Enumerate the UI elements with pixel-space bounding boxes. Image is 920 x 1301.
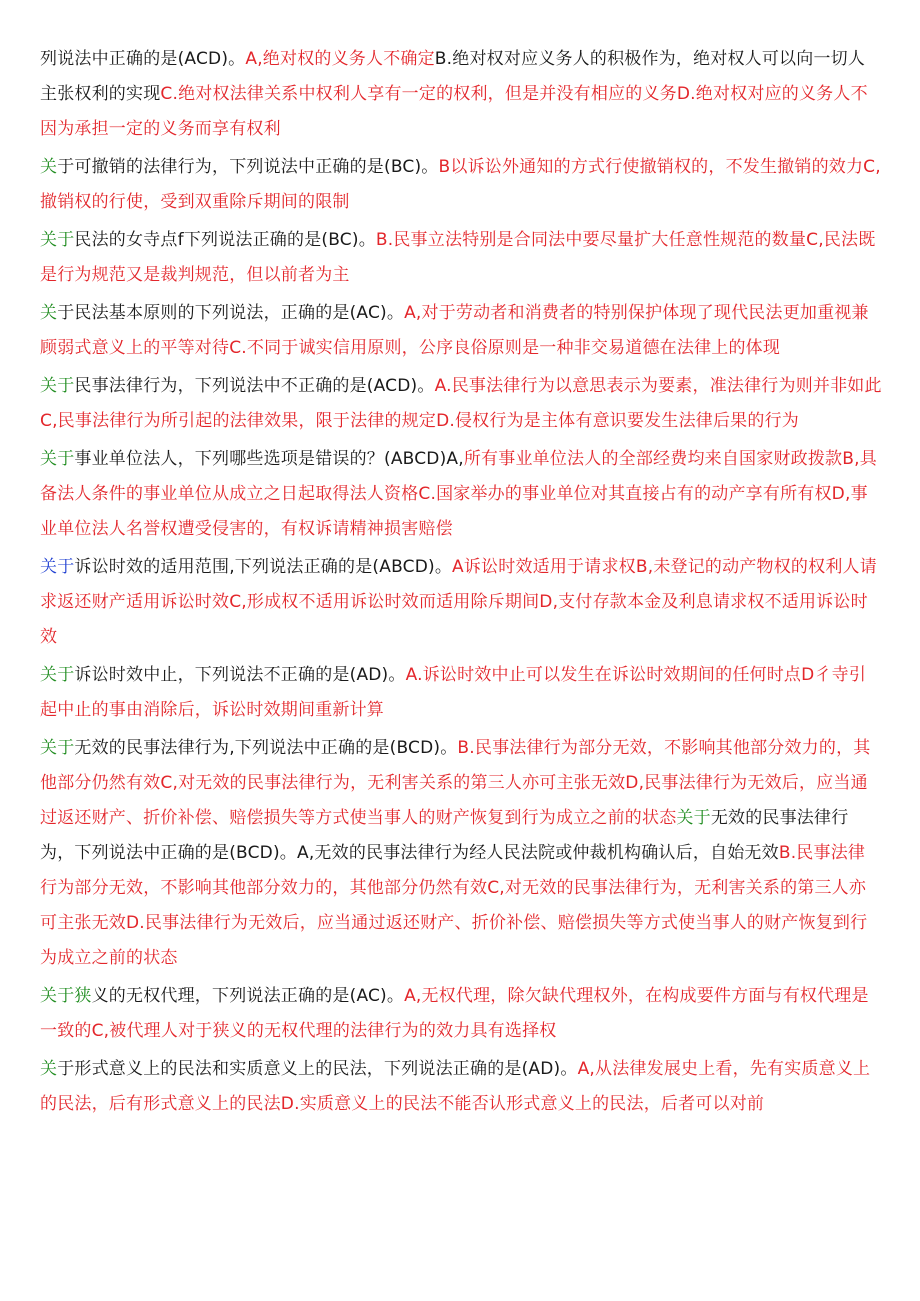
text-segment: C.绝对权法律关系中权利人享有一定的权利，但是并没有相应的义务D.绝对权对应的义务人不因为承担一定的义务而享有权利 [40,84,868,139]
text-segment: A,从法律发展史上看，先有实质意义上的民法，后有形式意义上的民法D.实质意义上的民法不能否认形式意义上的民法，后者可以对前 [40,1059,871,1114]
text-segment: B.民事法律行为部分无效，不影响其他部分效力的，其他部分仍然有效C,对无效的民事法律行为，无利害关系的第三人亦可主张无效D,民事法律行为无效后，应当通过返还财产、折价补偿、赔偿损失等方式使当事人的财产恢复到行为成立之前的状态 [40,738,871,828]
text-segment: A,绝对权的义务人不确定 [245,49,435,69]
text-segment: 于形式意义上的民法和实质意义上的民法，下列说法正确的是(AD)。 [57,1059,578,1079]
text-segment: 关于 [40,376,75,396]
text-segment: 关于 [40,449,75,469]
document-body [40,42,882,1122]
text-segment: 事业单位法人，下列哪些选项是错误的？(ABCD)A, [74,449,464,469]
text-segment: B.民事立法特别是合同法中要尽量扩大任意性规范的数量C,民法既是行为规范又是裁判规范，但以前者为主 [40,230,876,285]
text-segment: 关 [40,1059,58,1079]
text-segment: 诉讼时效中止，下列说法不正确的是(AD)。 [74,665,406,685]
paragraph [40,979,882,1049]
text-segment: A.民事法律行为以意思表示为要素，准法律行为则并非如此C,民事法律行为所引起的法律效果，限于法律的规定D.侵权行为是主体有意识要发生法律后果的行为 [40,376,882,431]
text-segment: 关于 [40,665,75,685]
paragraph [40,150,882,220]
text-segment: 民事法律行为，下列说法中不正确的是(ACD)。 [74,376,435,396]
text-segment: 诉讼时效的适用范围,下列说法正确的是(ABCD)。 [74,557,453,577]
paragraph [40,223,882,293]
paragraph [40,42,882,147]
text-segment: 关 [40,157,58,177]
text-segment: 无效的民事法律行为，下列说法中正确的是(BCD)。A,无效的民事法律行为经人民法院或仲裁机构确认后，自始无效 [40,808,849,863]
text-segment: B.绝对权对应义务人的积极作为，绝对权人可以向一切人主张权利的实现 [40,49,866,104]
text-segment: A,无权代理，除欠缺代理权外，在构成要件方面与有权代理是一致的C,被代理人对于狭义的无权代理的法律行为的效力具有选择权 [40,986,869,1041]
text-segment: 于民法基本原则的下列说法，正确的是(AC)。 [57,303,405,323]
text-segment: 关 [40,303,58,323]
text-segment: 无效的民事法律行为,下列说法中正确的是(BCD)。 [74,738,458,758]
text-segment: 关于 [676,808,711,828]
text-segment: 民法的女寺点f下列说法正确的是(BC)。 [74,230,376,250]
text-segment: 关于 [40,557,75,577]
text-segment: 所有事业单位法人的全部经费均来自国家财政拨款B,具备法人条件的事业单位从成立之日起取得法人资格C.国家举办的事业单位对其直接占有的动产享有所有权D,事业单位法人名誉权遭受侵害的，有权诉请精神损害赔偿 [40,449,877,539]
text-segment: B.民事法律行为部分无效，不影响其他部分效力的，其他部分仍然有效C,对无效的民事法律行为，无利害关系的第三人亦可主张无效D.民事法律行为无效后，应当通过返还财产、折价补偿、赔偿损失等方式使当事人的财产恢复到行为成立之前的状态 [40,843,868,968]
paragraph [40,658,882,728]
text-segment: 关于狭 [40,986,92,1006]
paragraph [40,369,882,439]
text-segment: A.诉讼时效中止可以发生在诉讼时效期间的任何时点D彳寺引起中止的事由消除后，诉讼时效期间重新计算 [40,665,867,720]
text-segment: B以诉讼外通知的方式行使撤销权的，不发生撤销的效力C,撤销权的行使，受到双重除斥期间的限制 [40,157,881,212]
text-segment: 关于 [40,230,75,250]
paragraph [40,296,882,366]
text-segment: 关于 [40,738,75,758]
paragraph [40,550,882,655]
text-segment: A诉讼时效适用于请求权B,未登记的动产物权的权利人请求返还财产适用诉讼时效C,形成权不适用诉讼时效而适用除斥期间D,支付存款本金及利息请求权不适用诉讼时效 [40,557,877,647]
paragraph [40,731,882,976]
paragraph [40,1052,882,1122]
text-segment: A,对于劳动者和消费者的特别保护体现了现代民法更加重视兼顾弱式意义上的平等对待C.不同于诚实信用原则，公序良俗原则是一种非交易道德在法律上的体现 [40,303,869,358]
paragraph [40,442,882,547]
text-segment: 列说法中正确的是(ACD)。 [40,49,246,69]
text-segment: 于可撤销的法律行为，下列说法中正确的是(BC)。 [57,157,439,177]
text-segment: 义的无权代理，下列说法正确的是(AC)。 [91,986,405,1006]
